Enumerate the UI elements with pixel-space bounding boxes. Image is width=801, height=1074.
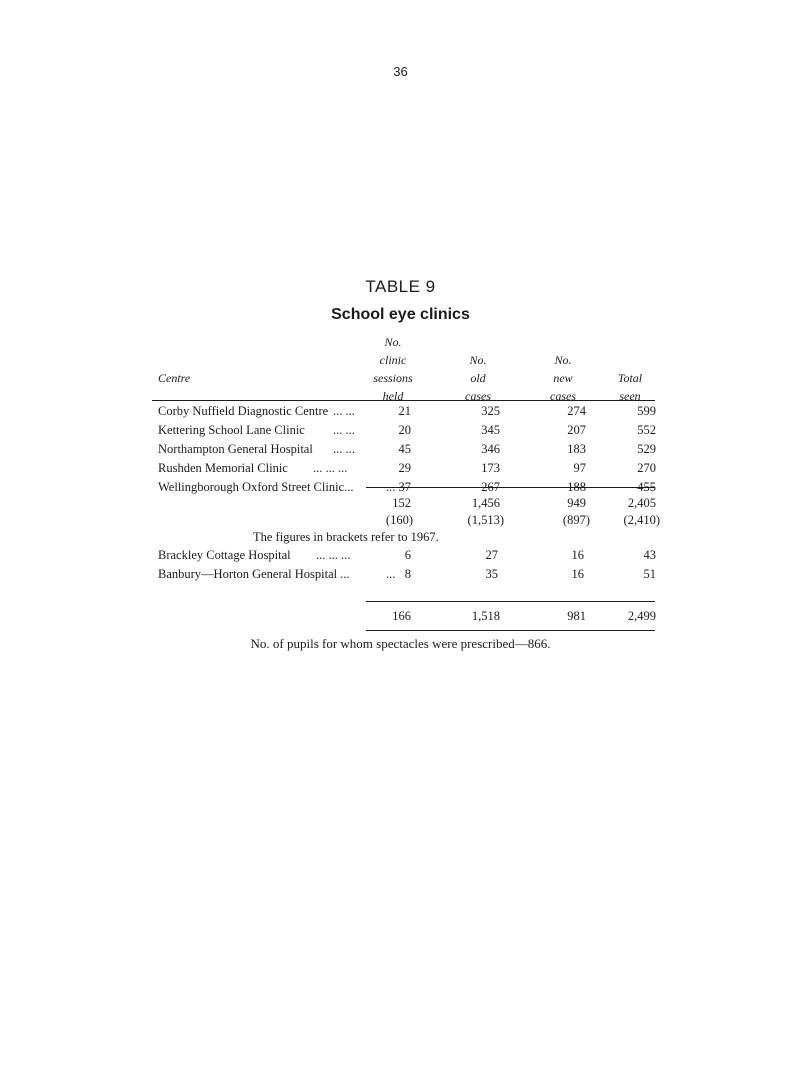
old-cases-cell: 345 (481, 423, 500, 437)
sessions-cell: 21 (398, 404, 411, 418)
leader-dots: ... ... ... (313, 461, 348, 475)
new-cases-cell: 97 (573, 461, 586, 475)
total-seen-cell: 43 (643, 548, 656, 562)
new-cases-cell: 274 (567, 404, 586, 418)
total-seen-cell: 270 (637, 461, 656, 475)
grand-total-rule-top (366, 601, 655, 602)
grand-total-rule-bottom (366, 630, 655, 631)
subtotal-sessions: 152 (392, 496, 411, 510)
table-row (158, 442, 658, 460)
new-cases-cell: 16 (571, 567, 584, 581)
previous-year-row (158, 513, 658, 531)
old-cases-cell: 27 (485, 548, 498, 562)
sessions-cell: 45 (398, 442, 411, 456)
leader-dots: ... ... (333, 442, 355, 456)
new-cases-cell: 16 (571, 548, 584, 562)
old-cases-cell: 267 (481, 480, 500, 494)
centre-name: Brackley Cottage Hospital (158, 548, 291, 562)
header-old-cases: No. old cases (465, 353, 491, 403)
centre-name: Kettering School Lane Clinic (158, 423, 305, 437)
new-cases-cell: 183 (567, 442, 586, 456)
table-row (158, 548, 658, 566)
subtotal-row (158, 496, 658, 514)
grand-total-total: 2,499 (627, 609, 656, 623)
leader-dots: ... (386, 480, 396, 494)
new-cases-cell: 207 (567, 423, 586, 437)
grand-total-new: 981 (567, 609, 586, 623)
leader-dots: ... (386, 567, 396, 581)
header-centre: Centre (158, 371, 191, 385)
table-row (158, 423, 658, 441)
centre-name: Corby Nuffield Diagnostic Centre (158, 404, 329, 418)
previous-total: (2,410) (623, 513, 660, 527)
new-cases-cell: 188 (567, 480, 586, 494)
total-seen-cell: 51 (643, 567, 656, 581)
subtotal-total: 2,405 (627, 496, 656, 510)
header-clinic-sessions: No. clinic sessions held (373, 335, 413, 403)
centre-name: Banbury—Horton General Hospital ... (158, 567, 350, 581)
table-row (158, 404, 658, 422)
subtotal-new: 949 (567, 496, 586, 510)
old-cases-cell: 325 (481, 404, 500, 418)
sessions-cell: 29 (398, 461, 411, 475)
grand-total-row (158, 609, 658, 627)
previous-new: (897) (562, 513, 590, 527)
previous-sessions: (160) (385, 513, 413, 527)
table-title: TABLE 9 (365, 277, 436, 296)
header-new-cases: No. new cases (550, 353, 576, 403)
page-number: 36 (393, 64, 408, 79)
header-total-seen: Total seen (617, 371, 643, 403)
table-subtitle: School eye clinics (331, 306, 470, 323)
centre-name: Wellingborough Oxford Street Clinic... (158, 480, 354, 494)
table-row (158, 461, 658, 479)
leader-dots: ... ... (333, 404, 355, 418)
sessions-cell: 6 (404, 548, 411, 562)
leader-dots: ... ... ... (316, 548, 351, 562)
header-rule (152, 400, 655, 401)
old-cases-cell: 173 (481, 461, 500, 475)
sessions-cell: 20 (398, 423, 411, 437)
brackets-note: The figures in brackets refer to 1967. (253, 530, 439, 544)
centre-name: Northampton General Hospital (158, 442, 313, 456)
total-seen-cell: 455 (637, 480, 656, 494)
total-seen-cell: 552 (637, 423, 656, 437)
subtotal-old: 1,456 (471, 496, 500, 510)
leader-dots: ... ... (333, 423, 355, 437)
grand-total-sessions: 166 (392, 609, 411, 623)
total-seen-cell: 529 (637, 442, 656, 456)
old-cases-cell: 35 (485, 567, 498, 581)
total-seen-cell: 599 (637, 404, 656, 418)
previous-old: (1,513) (467, 513, 504, 527)
centre-name: Rushden Memorial Clinic (158, 461, 288, 475)
sessions-cell: 37 (398, 480, 411, 494)
footer-note: No. of pupils for whom spectacles were prescribed—866. (250, 636, 551, 651)
table-row (158, 567, 658, 585)
sessions-cell: 8 (404, 567, 411, 581)
old-cases-cell: 346 (481, 442, 500, 456)
grand-total-old: 1,518 (471, 609, 500, 623)
subtotal-rule (366, 487, 655, 488)
